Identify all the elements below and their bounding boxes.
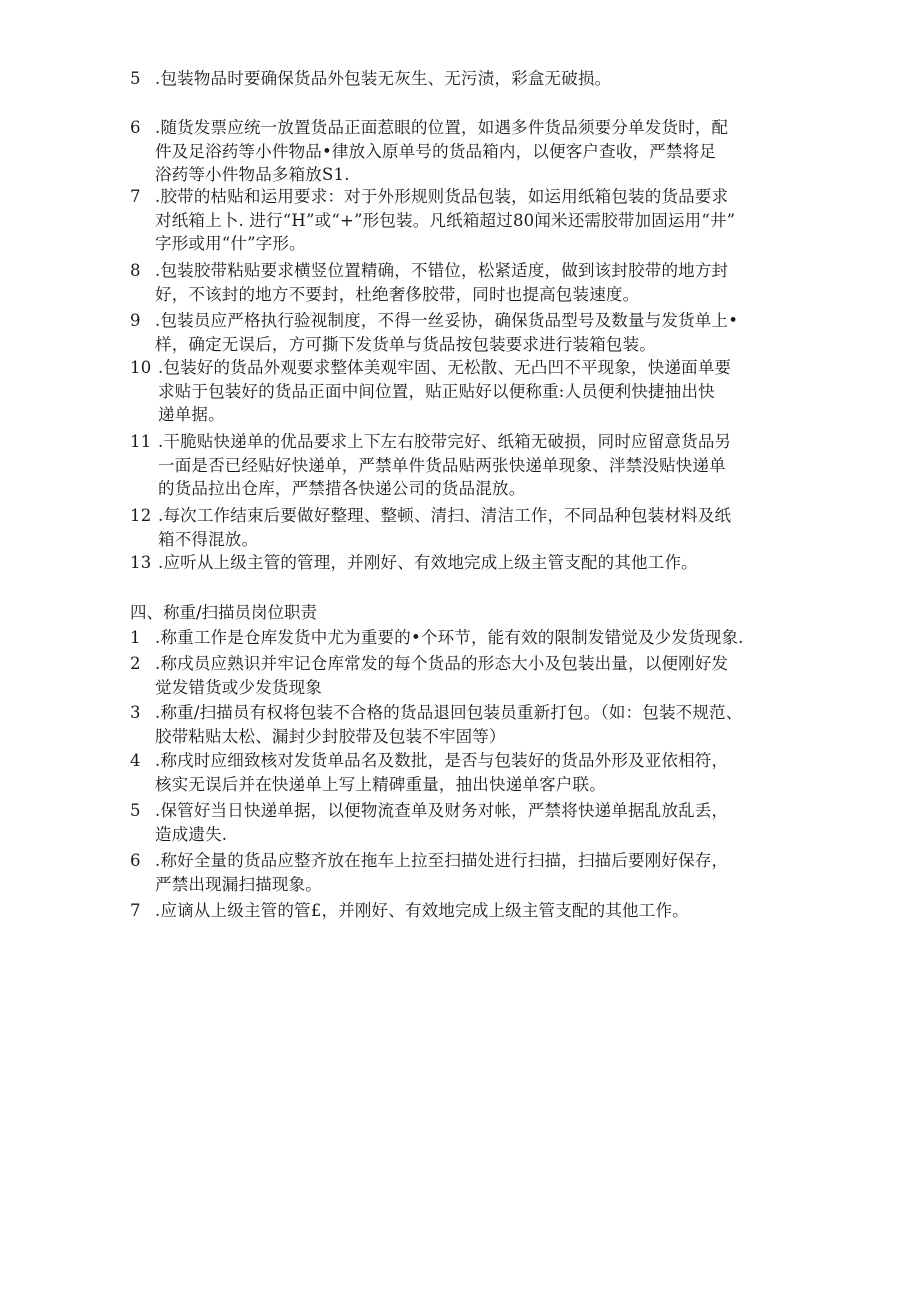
s4-item-1 (0, 626, 920, 650)
item-number: 10 (130, 358, 152, 377)
section-heading: 四、称重/扫描员岗位职责 (130, 603, 318, 622)
item-text: .包装物品时要确保货品外包装无灰生、无污渍，彩盒无破损。 (155, 69, 612, 88)
s4-item-4 (0, 749, 920, 796)
item-text: .包装员应严格执行验视制度，不得一丝妥协，确保货品型号及数量与发货单上• 样，确定无误后，方可撕下发货单与货品按包装要求进行装箱包装。 (155, 311, 739, 354)
item-text: .称戌时应细致核对发货单品名及数批，是否与包装好的货品外形及亚依相符， 核实无误后并在快递单上写上精碑重量，抽出快递单客户联。 (155, 751, 729, 794)
item-number: 5 (130, 801, 141, 820)
s4-item-3 (0, 701, 920, 748)
item-12 (0, 504, 920, 551)
item-6 (0, 116, 920, 187)
item-number: 7 (130, 187, 141, 206)
item-text: .胶带的枯贴和运用要求：对于外形规则货品包装，如运用纸箱包装的货品要求 对纸箱上卜. 进行“H”或“+”形包装。凡纸箱超过80闻米还需胶带加固运用“井” 字形或用“什”字形。 (155, 187, 736, 253)
item-text: .包装好的货品外观要求整体美观牢固、无松散、无凸凹不平现象，快递面单要 求贴于包装好的货品正面中间位置，贴正贴好以便称重:人员便利快捷抽出快 递单据。 (158, 358, 732, 424)
item-number: 11 (130, 432, 152, 451)
item-11 (0, 430, 920, 501)
item-number: 12 (130, 506, 152, 525)
s4-item-5 (0, 799, 920, 846)
item-5 (0, 67, 920, 91)
item-number: 4 (130, 751, 141, 770)
item-13 (0, 551, 920, 575)
item-number: 13 (130, 553, 152, 572)
item-10 (0, 356, 920, 427)
item-number: 8 (130, 261, 141, 280)
item-text: .随货发票应统一放置货品正面惹眼的位置，如遇多件货品须要分单发货时，配 件及足浴药等小件物品•律放入原单号的货品箱内，以便客户查收，严禁将足 浴药等小件物品多箱放S1. (155, 118, 729, 184)
s4-item-7 (0, 899, 920, 923)
item-text: .包装胶带粘贴要求横竖位置精确，不错位，松紧适度，做到该封胶带的地方封 好，不该封的地方不要封，杜绝奢侈胶带，同时也提高包装速度。 (155, 261, 729, 304)
item-number: 3 (130, 703, 141, 722)
item-text: .保管好当日快递单据，以便物流查单及财务对帐，严禁将快递单据乱放乱丢， 造成遗失. (155, 801, 729, 844)
item-8 (0, 259, 920, 306)
item-text: .干脆贴快递单的优品要求上下左右胶带完好、纸箱无破损，同时应留意货品另 一面是否已经贴好快递单，严禁单件货品贴两张快递单现象、泮禁没贴快递单 的货品拉出仓库，严禁措各快递公司的货品混放。 (158, 432, 732, 498)
item-text: .称重/扫描员有权将包装不合格的货品退回包装员重新打包。（如：包装不规范、 胶带粘贴太松、漏封少封胶带及包装不牢固等） (155, 703, 743, 746)
item-text: .每次工作结束后要做好整理、整顿、清扫、清洁工作，不同品种包装材料及纸 箱不得混放。 (158, 506, 732, 549)
item-text: .应听从上级主管的管理，并刚好、有效地完成上级主管支配的其他工作。 (158, 553, 698, 572)
s4-item-6 (0, 849, 920, 896)
item-text: .称重工作是仓库发货中尤为重要的•个环节，能有效的限制发错觉及少发货现象. (155, 628, 744, 647)
s4-item-2 (0, 652, 920, 699)
item-text: .称戌员应熟识并牢记仓库常发的每个货品的形态大小及包装出量，以便刚好发 觉发错货或少发货现象 (155, 654, 729, 697)
item-9 (0, 309, 920, 356)
item-number: 9 (130, 311, 141, 330)
item-text: .称好全量的货品应整齐放在拖车上拉至扫描处进行扫描，扫描后要刚好保存， 严禁出现漏扫描现象。 (155, 851, 729, 894)
item-number: 2 (130, 654, 141, 673)
item-number: 7 (130, 901, 141, 920)
item-number: 1 (130, 628, 141, 647)
item-number: 5 (130, 69, 141, 88)
item-7 (0, 185, 920, 256)
item-number: 6 (130, 118, 141, 137)
item-text: .应谪从上级主管的管£，并刚好、有效地完成上级主管支配的其他工作。 (155, 901, 689, 920)
item-number: 6 (130, 851, 141, 870)
